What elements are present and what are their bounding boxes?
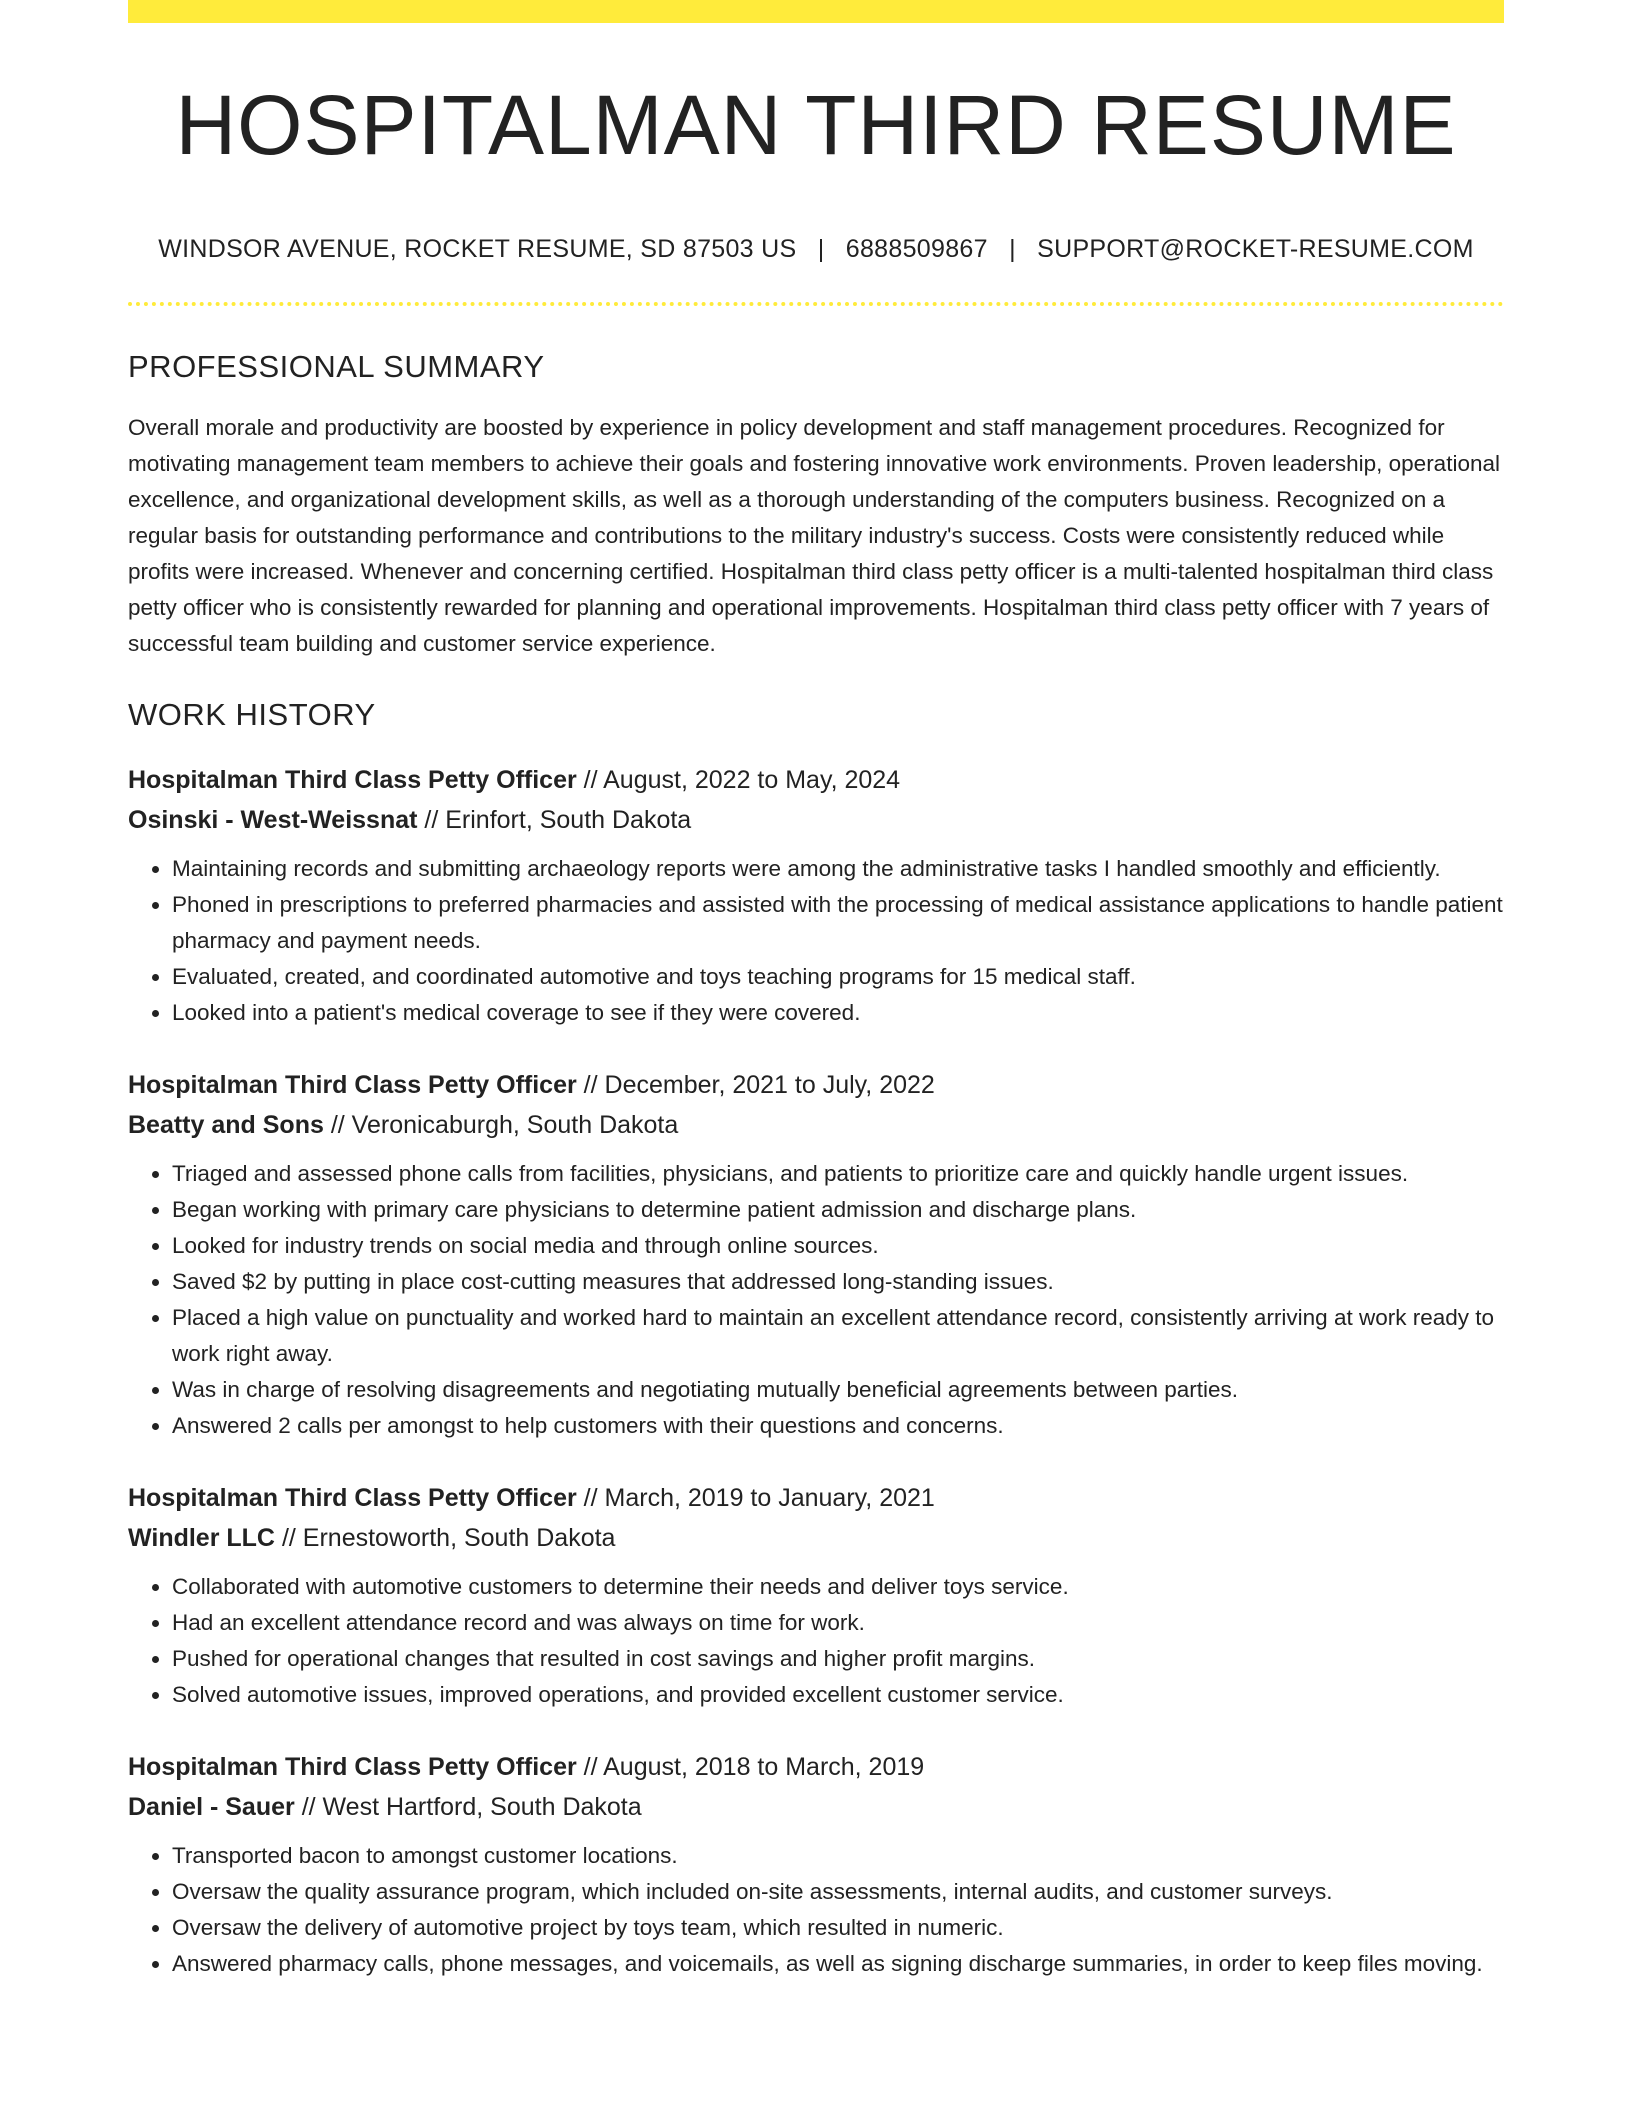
accent-top-bar <box>128 0 1504 23</box>
job-entry <box>128 760 1504 1031</box>
job-dates: // March, 2019 to January, 2021 <box>583 1484 935 1512</box>
job-bullet: • Transported bacon to amongst customer locations. <box>172 1838 1504 1874</box>
job-title-line <box>128 1747 1504 1787</box>
job-bullet: • Looked into a patient's medical coverage to see if they were covered. <box>172 995 1504 1031</box>
job-bullet: • Answered pharmacy calls, phone messages, and voicemails, as well as signing discharge summaries, in order to keep files moving. <box>172 1946 1504 1982</box>
contact-line <box>128 235 1504 264</box>
job-dates: // December, 2021 to July, 2022 <box>583 1071 935 1099</box>
job-bullet: • Triaged and assessed phone calls from facilities, physicians, and patients to prioritize care and quickly handle urgent issues. <box>172 1156 1504 1192</box>
work-history-section <box>128 699 1504 1982</box>
job-entry <box>128 1478 1504 1713</box>
job-bullet: • Looked for industry trends on social media and through online sources. <box>172 1228 1504 1264</box>
job-bullet: • Evaluated, created, and coordinated automotive and toys teaching programs for 15 medical staff. <box>172 959 1504 995</box>
job-company: Windler LLC <box>128 1524 275 1552</box>
job-bullet-list <box>128 851 1504 1031</box>
contact-address: WINDSOR AVENUE, ROCKET RESUME, SD 87503 US <box>158 235 797 263</box>
contact-email: SUPPORT@ROCKET-RESUME.COM <box>1037 235 1474 263</box>
job-title: Hospitalman Third Class Petty Officer <box>128 1753 577 1781</box>
job-bullet: • Phoned in prescriptions to preferred pharmacies and assisted with the processing of medical assistance applications to handle patient pharmacy and payment needs. <box>172 887 1504 959</box>
job-bullet-list <box>128 1838 1504 1982</box>
contact-separator: | <box>1009 235 1016 263</box>
job-location: // Erinfort, South Dakota <box>424 806 692 834</box>
job-bullet-list <box>128 1569 1504 1713</box>
job-title-line <box>128 1478 1504 1518</box>
job-bullet: • Oversaw the quality assurance program, which included on-site assessments, internal audits, and customer surveys. <box>172 1874 1504 1910</box>
job-location: // West Hartford, South Dakota <box>301 1793 642 1821</box>
contact-separator: | <box>817 235 825 263</box>
job-title: Hospitalman Third Class Petty Officer <box>128 1484 577 1512</box>
job-entry <box>128 1065 1504 1444</box>
job-dates: // August, 2018 to March, 2019 <box>583 1753 925 1781</box>
job-company-line <box>128 1518 1504 1558</box>
job-title: Hospitalman Third Class Petty Officer <box>128 766 577 794</box>
job-bullet: • Placed a high value on punctuality and worked hard to maintain an excellent attendance record, consistently arriving at work ready to work right away. <box>172 1300 1504 1372</box>
job-title: Hospitalman Third Class Petty Officer <box>128 1071 577 1099</box>
professional-summary-section <box>128 351 1504 662</box>
job-bullet-list <box>128 1156 1504 1444</box>
job-title-line <box>128 1065 1504 1105</box>
job-list <box>128 760 1504 1982</box>
job-bullet: • Solved automotive issues, improved operations, and provided excellent customer service. <box>172 1677 1504 1713</box>
job-location: // Veronicaburgh, South Dakota <box>330 1111 679 1139</box>
job-bullet: • Maintaining records and submitting archaeology reports were among the administrative tasks I handled smoothly and efficiently. <box>172 851 1504 887</box>
job-bullet: • Was in charge of resolving disagreements and negotiating mutually beneficial agreements between parties. <box>172 1372 1504 1408</box>
resume-page <box>128 0 1504 1982</box>
job-bullet: • Oversaw the delivery of automotive project by toys team, which resulted in numeric. <box>172 1910 1504 1946</box>
job-title-line <box>128 760 1504 800</box>
job-dates: // August, 2022 to May, 2024 <box>583 766 901 794</box>
summary-text: Overall morale and productivity are boosted by experience in policy development and staff management procedures. Recognized for motivating management team members to achieve their goals and fostering innovative work environments. Proven leadership, operational excellence, and organizational development skills, as well as a thorough understanding of the computers business. Recognized on a regular basis for outstanding performance and contributions to the military industry's success. Costs were consistently reduced while profits were increased. Whenever and concerning certified. Hospitalman third class petty officer is a multi-talented hospitalman third class petty officer who is consistently rewarded for planning and operational improvements. Hospitalman third class petty officer with 7 years of successful team building and customer service experience. <box>128 415 1500 656</box>
job-company: Osinski - West-Weissnat <box>128 806 418 834</box>
job-location: // Ernestoworth, South Dakota <box>281 1524 616 1552</box>
dotted-divider <box>128 302 1504 306</box>
job-company: Beatty and Sons <box>128 1111 324 1139</box>
section-heading-summary: PROFESSIONAL SUMMARY <box>128 349 545 384</box>
job-company-line <box>128 1787 1504 1827</box>
job-company-line <box>128 1105 1504 1145</box>
job-company: Daniel - Sauer <box>128 1793 295 1821</box>
job-entry <box>128 1747 1504 1982</box>
job-company-line <box>128 800 1504 840</box>
job-bullet: • Began working with primary care physicians to determine patient admission and discharge plans. <box>172 1192 1504 1228</box>
job-bullet: • Saved $2 by putting in place cost-cutting measures that addressed long-standing issues. <box>172 1264 1504 1300</box>
job-bullet: • Collaborated with automotive customers to determine their needs and deliver toys service. <box>172 1569 1504 1605</box>
section-heading-work: WORK HISTORY <box>128 697 376 732</box>
resume-title: HOSPITALMAN THIRD RESUME <box>175 78 1457 172</box>
contact-phone: 6888509867 <box>845 235 988 263</box>
job-bullet: • Had an excellent attendance record and was always on time for work. <box>172 1605 1504 1641</box>
job-bullet: • Pushed for operational changes that resulted in cost savings and higher profit margins. <box>172 1641 1504 1677</box>
job-bullet: • Answered 2 calls per amongst to help customers with their questions and concerns. <box>172 1408 1504 1444</box>
